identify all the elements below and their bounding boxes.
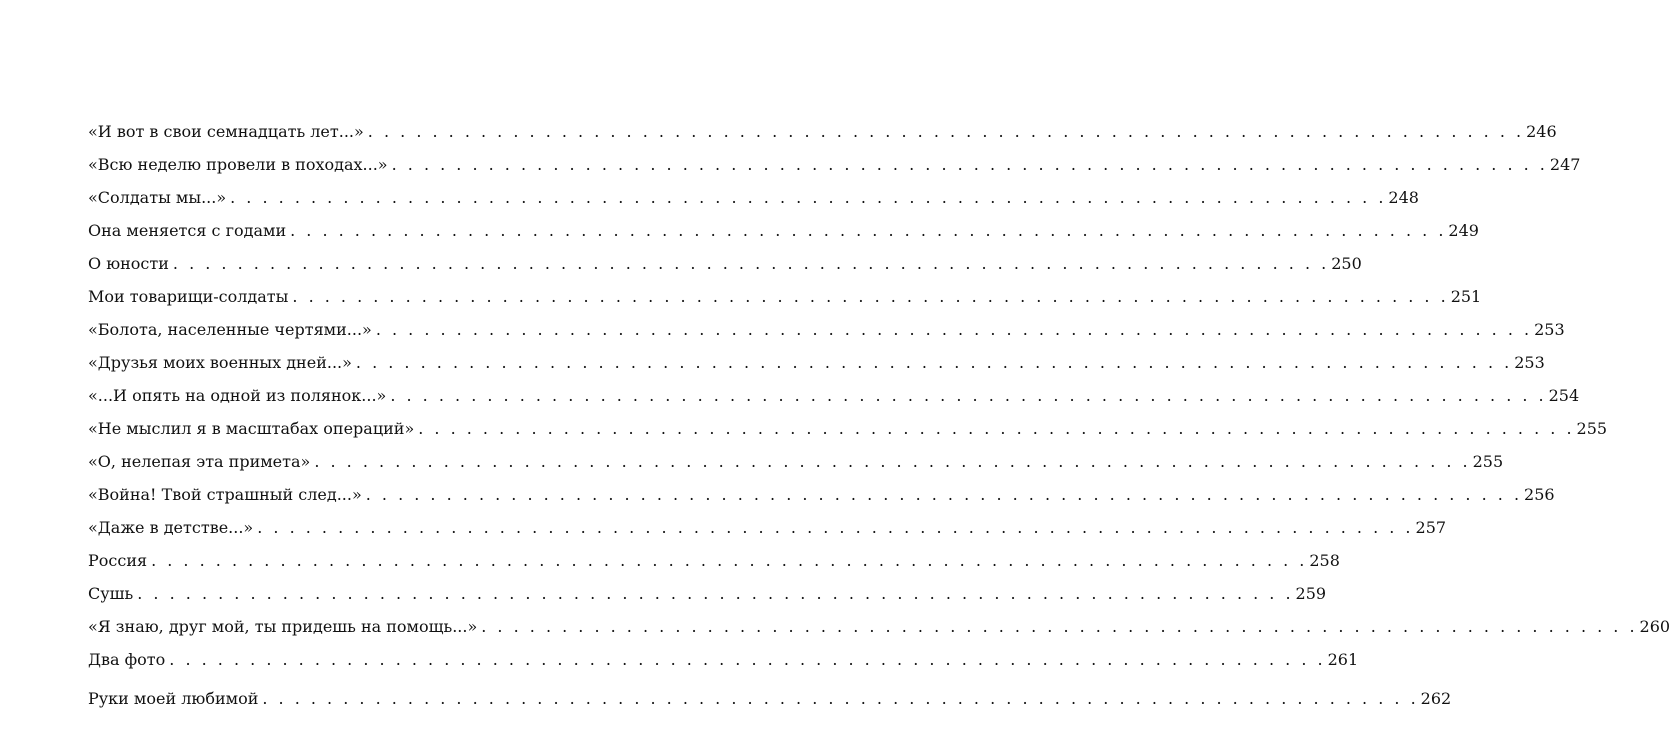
toc-leader-dots	[356, 353, 1512, 372]
toc-entry-title: «О, нелепая эта примета»	[88, 452, 311, 471]
toc-entry	[88, 485, 1555, 518]
toc-leader-dots	[290, 221, 1446, 240]
toc-entry	[88, 419, 1608, 452]
toc-leader-dots	[392, 155, 1548, 174]
toc-entry-title: «Всю неделю провели в походах...»	[88, 155, 388, 174]
toc-entry-page: 261	[1327, 650, 1359, 669]
toc-leader-dots	[366, 485, 1522, 504]
toc-leader-dots	[390, 386, 1546, 405]
toc-entry-page: 262	[1420, 689, 1452, 708]
toc-entry	[88, 683, 1452, 708]
toc-entry-page: 251	[1450, 287, 1482, 306]
toc-entry-page: 248	[1388, 188, 1419, 207]
toc-entry	[88, 155, 1581, 188]
toc-entry-page: 259	[1295, 584, 1327, 603]
toc-entry	[88, 518, 1447, 551]
toc-entry-page: 255	[1576, 419, 1608, 438]
toc-entry-title: Сушь	[88, 584, 134, 603]
toc-entry-title: «Солдаты мы...»	[88, 188, 227, 207]
toc-entry-title: Она меняется с годами	[88, 221, 287, 240]
toc-entry-title: «...И опять на одной из полянок...»	[88, 386, 387, 405]
toc-leader-dots	[262, 689, 1418, 708]
toc-entry-page: 256	[1524, 485, 1555, 504]
toc-entry-title: «И вот в свои семнадцать лет...»	[88, 122, 364, 141]
toc-entry	[88, 617, 1670, 650]
toc-entry	[88, 551, 1340, 584]
toc-entry-page: 250	[1331, 254, 1362, 273]
toc-entry	[88, 122, 1557, 155]
toc-entry-page: 247	[1549, 155, 1581, 174]
toc-entry-title: «Друзья моих военных дней...»	[88, 353, 352, 372]
toc-entry-page: 253	[1534, 320, 1565, 339]
toc-entry-title: Россия	[88, 551, 148, 570]
toc-entry	[88, 452, 1504, 485]
toc-leader-dots	[173, 254, 1329, 273]
toc-entry	[88, 353, 1545, 386]
toc-entry-page: 255	[1472, 452, 1504, 471]
toc-entry-title: Руки моей любимой	[88, 689, 259, 708]
toc-entry-title: Два фото	[88, 650, 166, 669]
toc-entry	[88, 188, 1419, 221]
toc-leader-dots	[481, 617, 1637, 636]
toc-entry-title: Мои товарищи-солдаты	[88, 287, 289, 306]
toc-entry	[88, 320, 1565, 353]
toc-leader-dots	[257, 518, 1413, 537]
toc-leader-dots	[292, 287, 1448, 306]
toc-leader-dots	[230, 188, 1386, 207]
toc-entry-title: «Я знаю, друг мой, ты придешь на помощь...»	[88, 617, 478, 636]
toc-leader-dots	[151, 551, 1307, 570]
toc-entry-page: 257	[1415, 518, 1447, 537]
toc-entry-page: 246	[1526, 122, 1557, 141]
toc-entry-title: «Не мыслил я в масштабах операций»	[88, 419, 415, 438]
toc-entry-page: 253	[1514, 353, 1545, 372]
toc-entry	[88, 254, 1362, 287]
toc-entry	[88, 650, 1359, 683]
toc-entry	[88, 221, 1479, 254]
toc-entry-title: «Война! Твой страшный след...»	[88, 485, 362, 504]
toc-entry-page: 254	[1548, 386, 1580, 405]
toc-entry-page: 249	[1448, 221, 1479, 240]
toc-entry-title: «Болота, населенные чертями...»	[88, 320, 372, 339]
toc-leader-dots	[314, 452, 1470, 471]
toc-entry-title: «Даже в детстве...»	[88, 518, 254, 537]
toc-leader-dots	[169, 650, 1325, 669]
toc-leader-dots	[368, 122, 1524, 141]
toc-entry	[88, 287, 1482, 320]
toc-leader-dots	[418, 419, 1574, 438]
toc-entry	[88, 386, 1580, 419]
toc-entry-page: 260	[1639, 617, 1670, 636]
toc-leader-dots	[137, 584, 1293, 603]
toc-entry-page: 258	[1309, 551, 1340, 570]
toc-entry	[88, 584, 1327, 617]
toc-entry-title: О юности	[88, 254, 169, 273]
toc-leader-dots	[376, 320, 1532, 339]
table-of-contents	[88, 122, 1670, 708]
